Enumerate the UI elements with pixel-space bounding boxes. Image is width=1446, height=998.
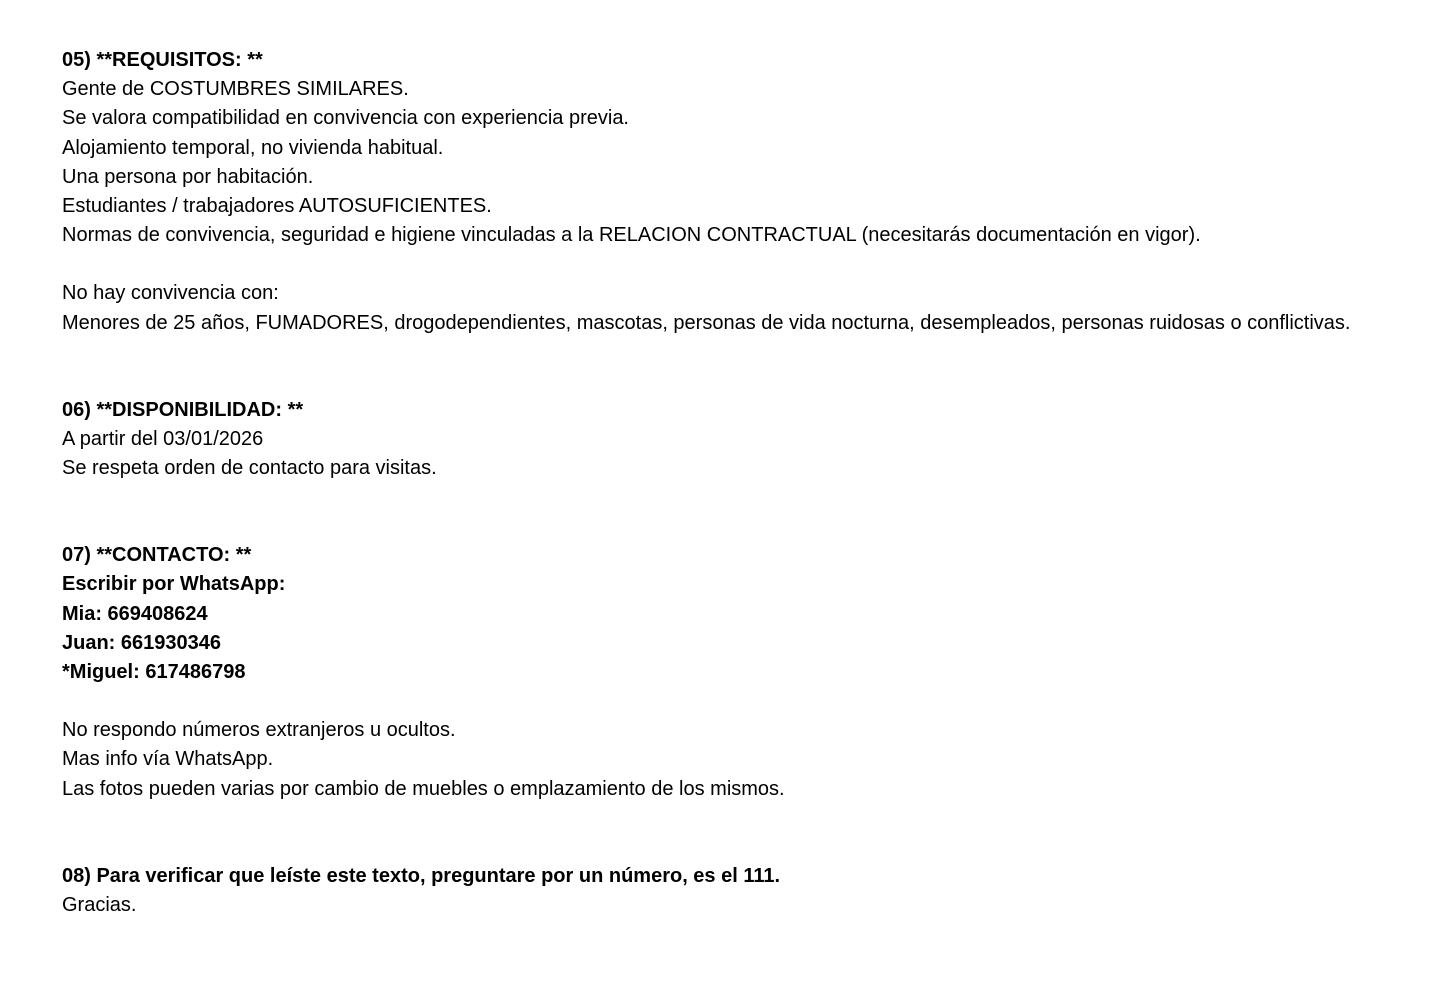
paragraph-spacer bbox=[62, 687, 1432, 716]
requisitos-line: Una persona por habitación. bbox=[62, 165, 314, 188]
contact-phone-juan: Juan: 661930346 bbox=[62, 631, 222, 654]
section-heading-contacto: 07) **CONTACTO: ** bbox=[62, 544, 252, 567]
section-heading-disponibilidad: 06) **DISPONIBILIDAD: ** bbox=[62, 398, 304, 421]
contact-phone-mia: Mia: 669408624 bbox=[62, 602, 208, 625]
requisitos-line: Normas de convivencia, seguridad e higiene vinculadas a la RELACION CONTRACTUAL (necesitarás documentación en vigor). bbox=[62, 224, 1201, 247]
section-heading-requisitos: 05) **REQUISITOS: ** bbox=[62, 49, 263, 71]
paragraph-spacer bbox=[62, 250, 1432, 279]
section-spacer bbox=[62, 338, 1432, 396]
contacto-line: Las fotos pueden varias por cambio de muebles o emplazamiento de los mismos. bbox=[62, 777, 785, 800]
exclusions-label: No hay convivencia con: bbox=[62, 282, 279, 305]
contact-instruction: Escribir por WhatsApp: bbox=[62, 573, 286, 596]
section-heading-verificacion: 08) Para verificar que leíste este texto, preguntare por un número, es el 111. bbox=[62, 864, 781, 887]
contacto-line: No respondo números extranjeros u ocultos. bbox=[62, 719, 456, 742]
section-spacer bbox=[62, 483, 1432, 541]
disponibilidad-line: A partir del 03/01/2026 bbox=[62, 427, 264, 450]
document-body bbox=[62, 46, 1432, 920]
section-spacer bbox=[62, 804, 1432, 862]
contacto-line: Mas info vía WhatsApp. bbox=[62, 748, 274, 771]
requisitos-line: Alojamiento temporal, no vivienda habitual. bbox=[62, 136, 444, 159]
closing-line: Gracias. bbox=[62, 893, 137, 916]
disponibilidad-line: Se respeta orden de contacto para visitas. bbox=[62, 457, 437, 480]
requisitos-line: Estudiantes / trabajadores AUTOSUFICIENTES. bbox=[62, 194, 492, 217]
requisitos-line: Se valora compatibilidad en convivencia con experiencia previa. bbox=[62, 107, 629, 130]
exclusions-text: Menores de 25 años, FUMADORES, drogodependientes, mascotas, personas de vida nocturna, desempleados, personas ruidosas o conflictivas. bbox=[62, 311, 1351, 334]
contact-phone-miguel: *Miguel: 617486798 bbox=[62, 661, 246, 683]
requisitos-line: Gente de COSTUMBRES SIMILARES. bbox=[62, 78, 409, 101]
